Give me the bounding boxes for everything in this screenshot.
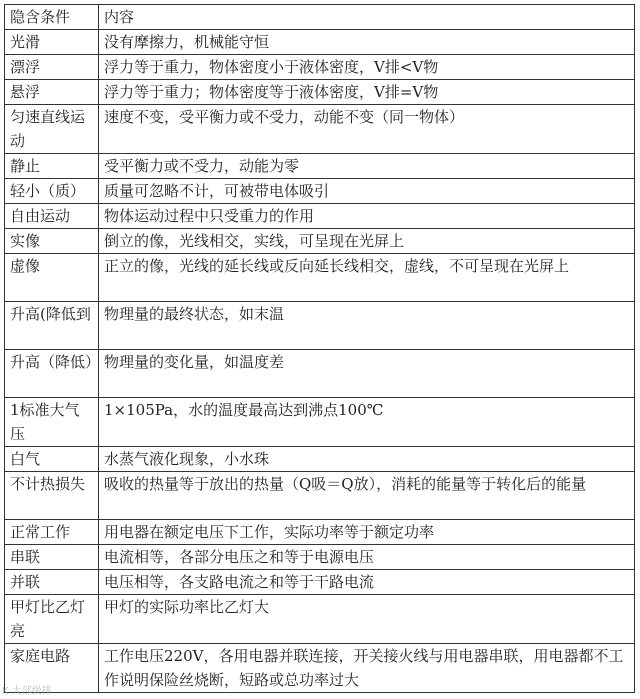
table-row [5, 644, 635, 693]
content-cell: 1×105Pa，水的温度最高达到沸点100℃ [99, 398, 635, 447]
table-row [5, 570, 635, 595]
content-cell: 工作电压220V，各用电器并联连接，开关接火线与用电器串联，用电器都不工作说明保险丝烧断，短路或总功率过大 [99, 644, 635, 693]
condition-cell: 不计热损失 [5, 472, 99, 520]
content-cell: 水蒸气液化现象，小水珠 [99, 447, 635, 472]
condition-cell: 甲灯比乙灯亮 [5, 595, 99, 644]
condition-cell: 串联 [5, 545, 99, 570]
condition-cell: 实像 [5, 229, 99, 254]
content-cell: 物理量的变化量，如温度差 [99, 350, 635, 398]
content-cell: 物理量的最终状态，如末温 [99, 302, 635, 350]
hidden-conditions-table [4, 4, 635, 693]
header-condition: 隐含条件 [5, 5, 99, 30]
table-row [5, 447, 635, 472]
table-row [5, 545, 635, 570]
condition-cell: 升高(降低到 [5, 302, 99, 350]
content-cell: 正立的像，光线的延长线或反向延长线相交，虚线，不可呈现在光屏上 [99, 254, 635, 302]
condition-cell: 匀速直线运动 [5, 105, 99, 154]
content-cell: 电流相等，各部分电压之和等于电源电压 [99, 545, 635, 570]
content-cell: 倒立的像，光线相交，实线，可呈现在光屏上 [99, 229, 635, 254]
table-row [5, 595, 635, 644]
content-cell: 电压相等，各支路电流之和等于干路电流 [99, 570, 635, 595]
condition-cell: 1标准大气压 [5, 398, 99, 447]
table-row [5, 204, 635, 229]
condition-cell: 虚像 [5, 254, 99, 302]
condition-cell: 轻小（质） [5, 179, 99, 204]
content-cell: 受平衡力或不受力，动能为零 [99, 154, 635, 179]
condition-cell: 光滑 [5, 30, 99, 55]
table-row [5, 229, 635, 254]
content-cell: 速度不变，受平衡力或不受力，动能不变（同一物体） [99, 105, 635, 154]
condition-cell: 悬浮 [5, 80, 99, 105]
condition-cell: 白气 [5, 447, 99, 472]
content-cell: 没有摩擦力，机械能守恒 [99, 30, 635, 55]
condition-cell: 并联 [5, 570, 99, 595]
table-row [5, 80, 635, 105]
condition-cell: 升高（降低） [5, 350, 99, 398]
condition-cell: 自由运动 [5, 204, 99, 229]
table-row [5, 30, 635, 55]
content-cell: 用电器在额定电压下工作，实际功率等于额定功率 [99, 520, 635, 545]
table-row [5, 105, 635, 154]
content-cell: 物体运动过程中只受重力的作用 [99, 204, 635, 229]
content-cell: 吸收的热量等于放出的热量（Q吸＝Q放），消耗的能量等于转化后的能量 [99, 472, 635, 520]
table-row [5, 520, 635, 545]
condition-cell: 家庭电路 [5, 644, 99, 693]
table-row [5, 302, 635, 350]
table-row [5, 398, 635, 447]
table-row [5, 179, 635, 204]
content-cell: 浮力等于重力；物体密度等于液体密度，V排=V物 [99, 80, 635, 105]
condition-cell: 正常工作 [5, 520, 99, 545]
content-cell: 甲灯的实际功率比乙灯大 [99, 595, 635, 644]
condition-cell: 漂浮 [5, 55, 99, 80]
header-content: 内容 [99, 5, 635, 30]
content-cell: 质量可忽略不计，可被带电体吸引 [99, 179, 635, 204]
table-row [5, 254, 635, 302]
watermark: K 大部级排 [2, 686, 52, 697]
table-header-row [5, 5, 635, 30]
table-row [5, 350, 635, 398]
condition-cell: 静止 [5, 154, 99, 179]
table-row [5, 55, 635, 80]
table-row [5, 154, 635, 179]
content-cell: 浮力等于重力，物体密度小于液体密度，V排<V物 [99, 55, 635, 80]
table-row [5, 472, 635, 520]
